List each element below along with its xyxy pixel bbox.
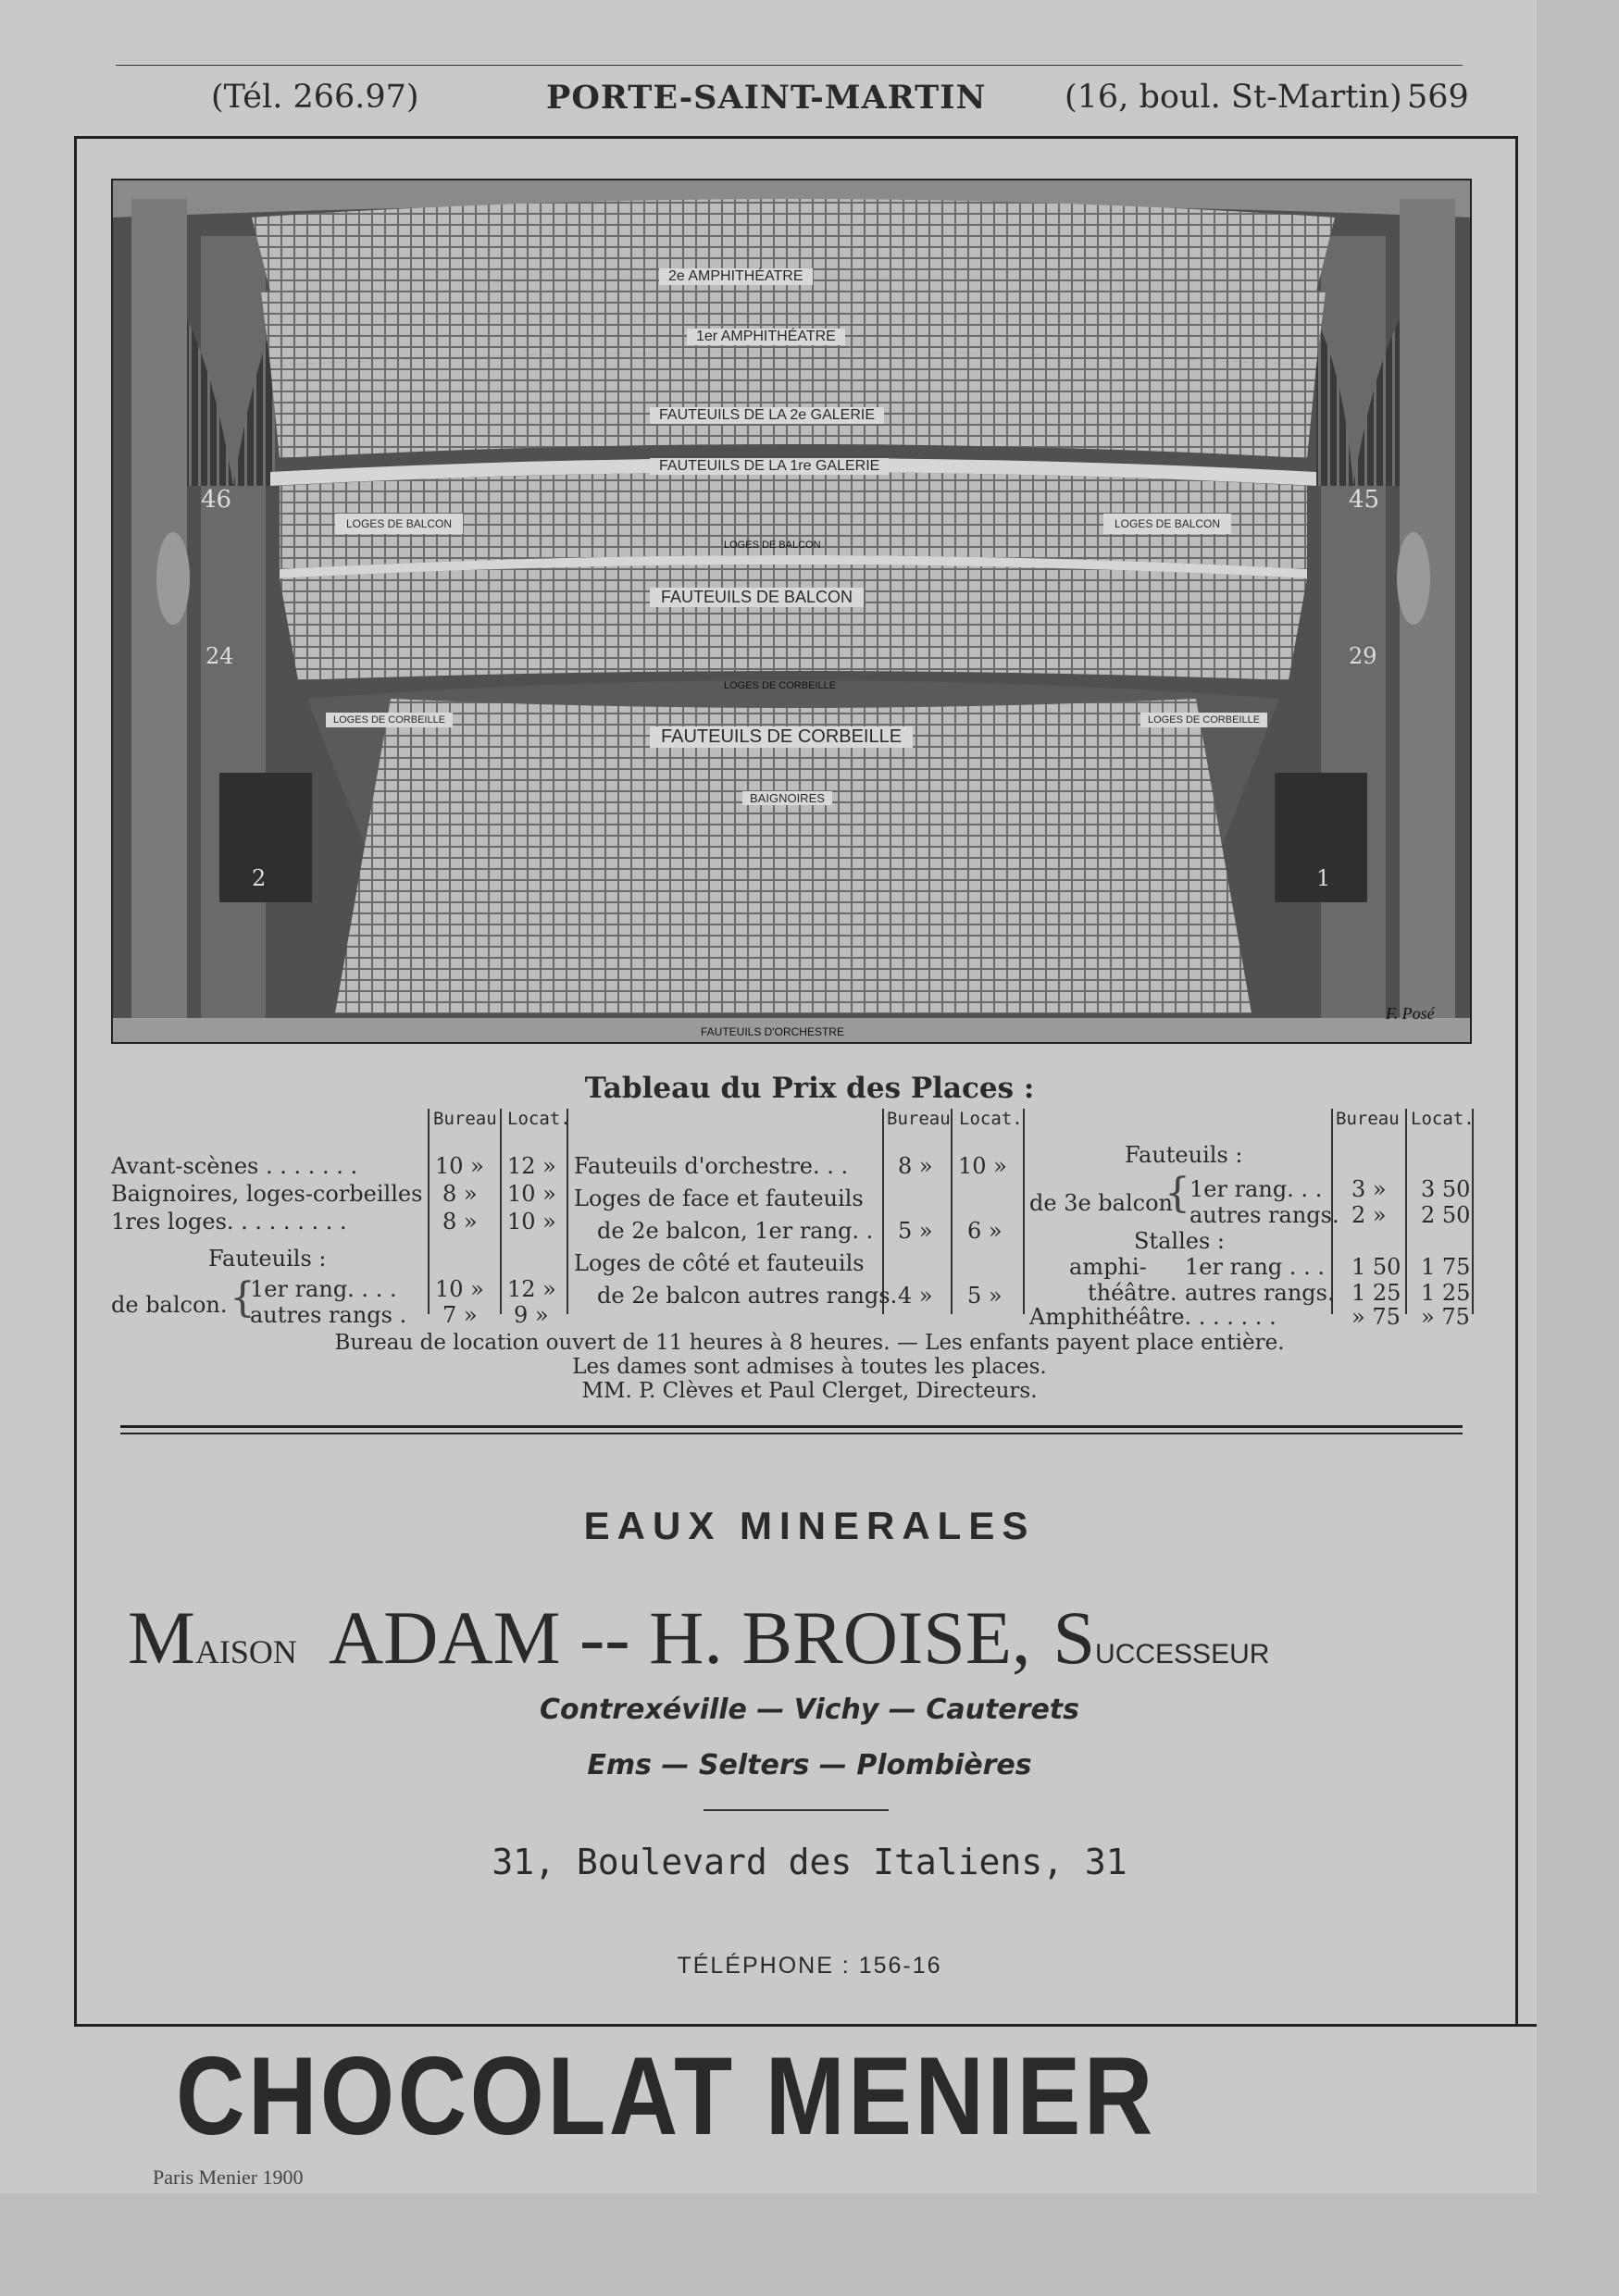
price-row-label: Amphithéâtre. . . . . . .: [1029, 1304, 1277, 1330]
col-header-locat: Locat.: [1411, 1109, 1475, 1129]
footer-rule: [74, 2024, 1537, 2027]
ad-successeur-initial: S: [1052, 1595, 1096, 1680]
price-locat: 1 75: [1421, 1254, 1471, 1280]
price-row-label: 1er rang. . . .: [250, 1276, 397, 1302]
price-locat: 9 »: [514, 1302, 549, 1328]
price-locat: 1 25: [1421, 1280, 1471, 1306]
ad-heading-eaux-minerales: EAUX MINERALES: [583, 1504, 1036, 1547]
label-fauteuils-corbeille: FAUTEUILS DE CORBEILLE: [650, 726, 913, 748]
price-group-label: amphi-: [1069, 1254, 1147, 1280]
label-loges-corbeille-left: LOGES DE CORBEILLE: [326, 713, 453, 727]
seating-plan-drawing: [113, 180, 1472, 1044]
note-dames: Les dames sont admises à toutes les places.: [572, 1355, 1047, 1379]
price-locat: 5 »: [967, 1283, 1003, 1309]
label-loges-corbeille-right: LOGES DE CORBEILLE: [1140, 713, 1267, 727]
ad-successeur-rest: UCCESSEUR: [1095, 1639, 1270, 1669]
price-row-label: 1res loges. . . . . . . . .: [111, 1209, 347, 1235]
header-top-rule: [116, 65, 1463, 66]
price-bureau: 4 »: [898, 1283, 933, 1309]
price-row-label: autres rangs.: [1185, 1280, 1335, 1306]
label-loges-balcon-right: LOGES DE BALCON: [1103, 514, 1231, 534]
price-subheading: Fauteuils :: [208, 1246, 327, 1272]
box-number-24: 24: [205, 643, 234, 669]
box-number-29: 29: [1349, 643, 1377, 669]
box-number-46: 46: [201, 486, 232, 514]
label-loges-balcon-left: LOGES DE BALCON: [335, 514, 463, 534]
price-bureau: 8 »: [442, 1181, 478, 1207]
price-locat: 10 »: [958, 1153, 1007, 1179]
label-fauteuils-1re-galerie: FAUTEUILS DE LA 1re GALERIE: [650, 458, 889, 475]
seating-plan: [111, 179, 1472, 1044]
box-number-2: 2: [252, 865, 267, 891]
illustrator-signature: F. Posé: [1386, 1004, 1435, 1023]
table-rule: [500, 1109, 502, 1314]
label-loges-balcon-center: LOGES DE BALCON: [724, 540, 821, 551]
price-locat: 12 »: [507, 1276, 556, 1302]
table-rule: [1405, 1109, 1407, 1314]
price-locat: 12 »: [507, 1153, 556, 1179]
table-rule: [1472, 1109, 1474, 1314]
price-bureau: 10 »: [435, 1153, 484, 1179]
page-number: 569: [1407, 79, 1469, 116]
ad-maison-initial: M: [128, 1595, 195, 1680]
label-amphitheatre-2: 2e AMPHITHÉATRE: [659, 268, 813, 285]
price-row-label: de 2e balcon, 1er rang. .: [597, 1218, 874, 1244]
label-loges-corbeille-center: LOGES DE CORBEILLE: [724, 680, 837, 691]
price-row-label: Loges de face et fauteuils: [574, 1185, 864, 1211]
price-row-label: 1er rang. . .: [1189, 1176, 1323, 1202]
price-bureau: 1 25: [1351, 1280, 1401, 1306]
price-row-label: autres rangs .: [250, 1302, 407, 1328]
price-locat: 6 »: [967, 1218, 1003, 1244]
footer-brand-chocolat-menier: CHOCOLAT MENIER: [176, 2034, 1156, 2158]
label-fauteuils-orchestre: FAUTEUILS D'ORCHESTRE: [701, 1025, 844, 1038]
price-row-label: de 2e balcon autres rangs.: [597, 1283, 898, 1309]
price-group-label: théâtre.: [1088, 1280, 1177, 1306]
price-row-label: Avant-scènes . . . . . . .: [111, 1153, 358, 1179]
ad-address: 31, Boulevard des Italiens, 31: [492, 1842, 1127, 1882]
price-subheading: Stalles :: [1134, 1228, 1225, 1254]
note-bureau-location: Bureau de location ouvert de 11 heures à 8 heures. — Les enfants payent place entière.: [334, 1331, 1285, 1355]
col-header-locat: Locat.: [507, 1109, 571, 1129]
price-bureau: 3 »: [1351, 1176, 1387, 1202]
price-bureau: » 75: [1351, 1304, 1401, 1330]
price-bureau: 8 »: [898, 1153, 933, 1179]
price-group-label: de 3e balcon: [1029, 1190, 1173, 1216]
label-fauteuils-balcon: FAUTEUILS DE BALCON: [650, 588, 864, 607]
table-rule: [567, 1109, 568, 1314]
double-rule-top: [120, 1425, 1463, 1428]
col-header-bureau: Bureau: [433, 1109, 497, 1129]
price-locat: 10 »: [507, 1181, 556, 1207]
note-directeurs: MM. P. Clèves et Paul Clerget, Directeurs.: [581, 1379, 1038, 1403]
ad-places-line-2: Ems — Selters — Plombières: [587, 1749, 1032, 1781]
header-address: (16, boul. St-Martin): [1065, 79, 1402, 116]
price-locat: 10 »: [507, 1209, 556, 1235]
price-bureau: 7 »: [442, 1302, 478, 1328]
price-row-label: 1er rang . . .: [1185, 1254, 1325, 1280]
ad-adam-broise: ADAM -- H. BROISE,: [328, 1595, 1031, 1680]
header-phone: (Tél. 266.97): [211, 79, 419, 116]
price-bureau: 5 »: [898, 1218, 933, 1244]
col-header-bureau: Bureau: [1336, 1109, 1400, 1129]
price-group-label: de balcon.: [111, 1292, 228, 1318]
ad-divider: [704, 1809, 889, 1811]
ad-maison-rest: AISON: [194, 1633, 297, 1670]
price-subheading: Fauteuils :: [1125, 1142, 1243, 1168]
price-locat: 3 50: [1421, 1176, 1471, 1202]
ad-telephone: TÉLÉPHONE : 156-16: [677, 1953, 942, 1979]
col-header-bureau: Bureau: [887, 1109, 951, 1129]
double-rule-bottom: [120, 1433, 1463, 1434]
price-row-label: Loges de côté et fauteuils: [574, 1250, 865, 1276]
header-title: PORTE-SAINT-MARTIN: [546, 79, 987, 117]
price-bureau: 2 »: [1351, 1202, 1387, 1228]
label-amphitheatre-1: 1er AMPHITHÉATRE: [687, 329, 845, 345]
table-rule: [951, 1109, 953, 1314]
ad-places-line-1: Contrexéville — Vichy — Cauterets: [539, 1694, 1079, 1726]
price-row-label: Fauteuils d'orchestre. . .: [574, 1153, 849, 1179]
footer-subline: Paris Menier 1900: [153, 2166, 304, 2189]
price-table-title: Tableau du Prix des Places :: [584, 1072, 1035, 1105]
price-bureau: 8 »: [442, 1209, 478, 1235]
price-row-label: Baignoires, loges-corbeilles: [111, 1181, 423, 1207]
box-number-1: 1: [1316, 865, 1331, 891]
price-locat: » 75: [1421, 1304, 1470, 1330]
label-fauteuils-2e-galerie: FAUTEUILS DE LA 2e GALERIE: [650, 407, 884, 424]
table-rule: [428, 1109, 430, 1314]
box-number-45: 45: [1349, 486, 1380, 514]
price-bureau: 1 50: [1351, 1254, 1401, 1280]
price-bureau: 10 »: [435, 1276, 484, 1302]
price-locat: 2 50: [1421, 1202, 1471, 1228]
table-rule: [1023, 1109, 1025, 1314]
label-baignoires: BAIGNOIRES: [742, 791, 832, 805]
col-header-locat: Locat.: [959, 1109, 1023, 1129]
price-row-label: autres rangs.: [1189, 1202, 1339, 1228]
ad-maison-line: [128, 1592, 1269, 1706]
